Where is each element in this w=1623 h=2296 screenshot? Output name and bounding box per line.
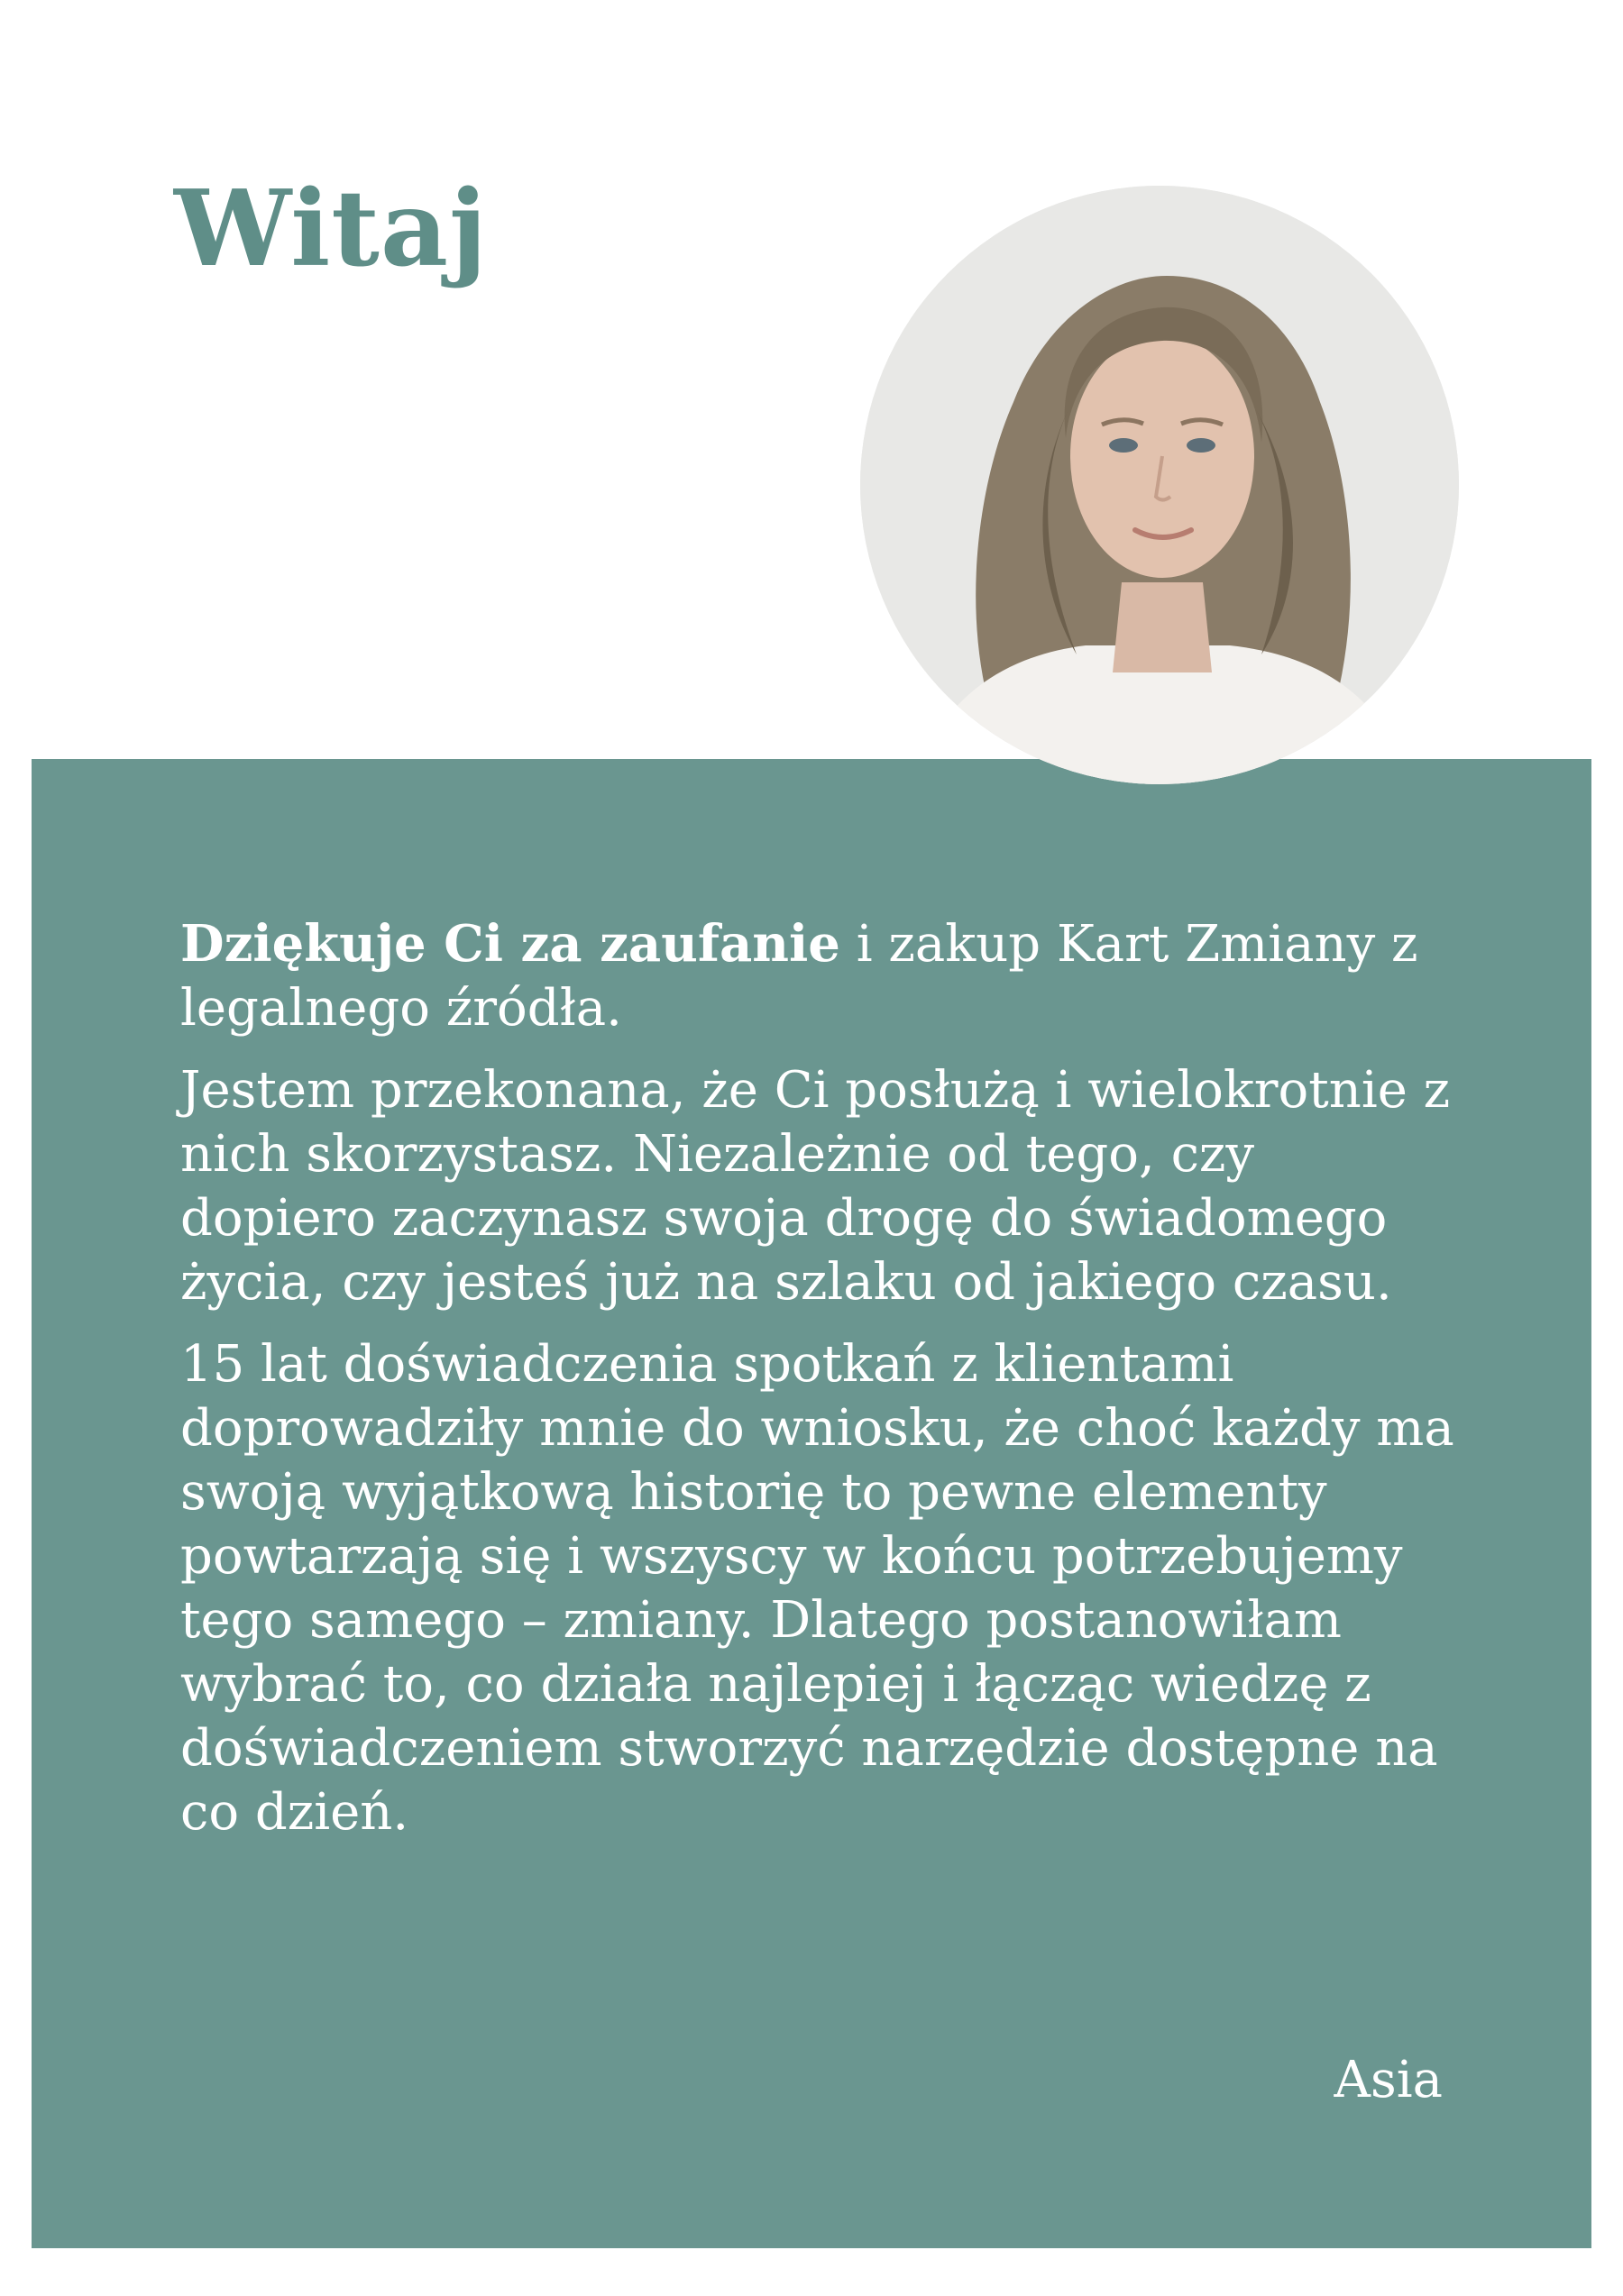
- thanks-rest-text: i zakup Kart Zmiany z legalnego źródła.: [180, 915, 1418, 1038]
- paragraph-experience: 15 lat doświadczenia spotkań z klientami doprowadziły mnie do wniosku, że choć każdy ma swoją wyjątkową historię to pewne elementy powtarzają się i wszyscy w końcu potrzebujemy tego samego – zmiany. Dlatego postanowiłam wybrać to, co działa najlepiej i łącząc wiedzę z doświadczeniem stworzyć narzędzie dostępne na co dzień.: [180, 1335, 1454, 1842]
- portrait-illustration: [860, 186, 1459, 784]
- page-title: Witaj: [174, 168, 489, 290]
- paragraph-thanks: [180, 912, 1461, 1040]
- paragraph-intro: Jestem przekonana, że Ci posłużą i wielokrotnie z nich skorzystasz. Niezależnie od tego, czy dopiero zaczynasz swoja drogę do świadomego życia, czy jesteś już na szlaku od jakiego czasu.: [180, 1061, 1451, 1312]
- welcome-text: [180, 912, 1461, 1862]
- thanks-bold-text: Dziękuje Ci za zaufanie: [180, 914, 840, 974]
- signature: Asia: [1334, 2051, 1443, 2109]
- author-portrait: [860, 186, 1459, 784]
